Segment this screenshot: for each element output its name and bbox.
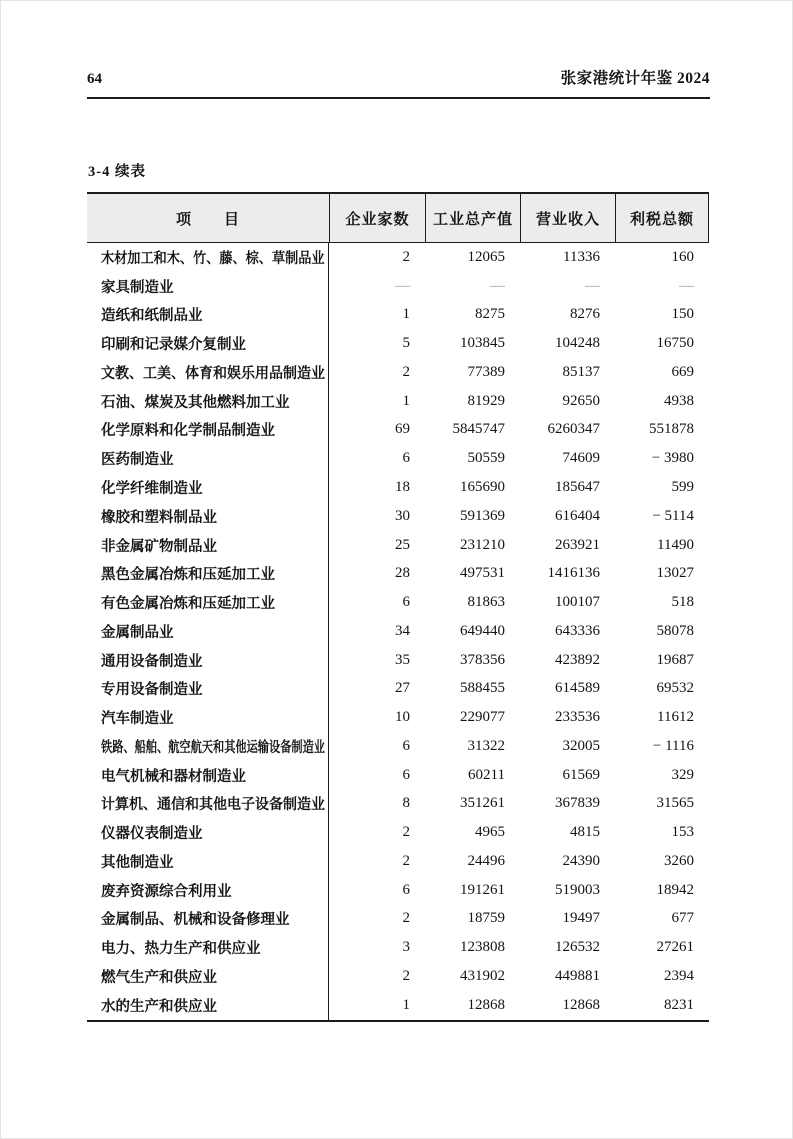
row-label-cell [87,703,329,732]
revenue-cell: 32005 [562,737,600,754]
enterprise-count-cell: 6 [402,450,410,467]
revenue-cell: 233536 [555,709,600,726]
enterprise-count-cell: 6 [402,881,410,898]
gross-output-cell: 12868 [467,996,505,1013]
gross-output-cell: 60211 [468,766,505,783]
table-row [87,301,709,330]
row-label-cell [87,416,329,445]
table-row [87,818,709,847]
gross-output-cell: 588455 [460,680,505,697]
revenue-cell: 1416136 [547,565,600,582]
revenue-cell: 519003 [555,881,600,898]
row-label-cell [87,473,329,502]
revenue-cell: 643336 [555,622,600,639]
enterprise-count-cell: 18 [395,479,410,495]
row-label: 金属制品、机械和设备修理业 [101,912,290,929]
revenue-cell: 100107 [555,594,600,611]
profit-tax-cell: 58078 [656,622,694,639]
enterprise-count-cell: 6 [402,594,410,611]
gross-output-cell: 81863 [467,594,505,611]
row-label-cell [87,531,329,560]
revenue-cell: 61569 [562,766,600,783]
profit-tax-cell: 329 [671,766,694,783]
gross-output-cell: 123808 [460,939,505,956]
row-label: 仪器仪表制造业 [101,826,203,843]
gross-output-cell: 8275 [475,306,505,323]
table-row [87,876,709,905]
row-label: 专用设备制造业 [101,682,203,699]
table-caption: 3-4 续表 [88,164,146,180]
gross-output-cell: 103845 [460,335,505,352]
table-row [87,732,709,761]
table-row [87,646,709,675]
row-label: 其他制造业 [101,854,174,871]
enterprise-count-cell: 5 [402,335,410,352]
revenue-cell: 92650 [562,392,600,409]
enterprise-count-cell: 2 [402,968,410,985]
row-label-cell [87,358,329,387]
row-label-cell [87,272,329,301]
gross-output-cell: 497531 [460,565,505,582]
row-label-cell [87,732,329,761]
gross-output-cell: 229077 [460,709,505,726]
table-row [87,703,709,732]
row-label: 汽车制造业 [101,711,174,728]
profit-tax-cell: 13027 [656,565,694,582]
enterprise-count-cell: 2 [402,824,410,841]
profit-tax-cell: 27261 [656,939,694,956]
profit-tax-cell: 160 [671,248,694,265]
row-label: 造纸和纸制品业 [101,308,203,325]
enterprise-count-cell: 69 [395,421,410,438]
table-row [87,790,709,819]
gross-output-cell: 24496 [467,852,505,869]
revenue-cell: 263921 [555,536,600,553]
row-label-cell [87,502,329,531]
row-label: 废弃资源综合利用业 [101,883,232,900]
profit-tax-cell: 69532 [656,680,694,697]
row-label: 橡胶和塑料制品业 [101,509,217,526]
table-header-row [87,192,709,243]
gross-output-cell: 12065 [467,248,505,265]
revenue-cell: 367839 [555,795,600,812]
table-row [87,962,709,991]
table-row [87,991,709,1020]
gross-output-cell: 591369 [460,507,505,524]
enterprise-count-cell: 1 [402,392,410,409]
table-row [87,329,709,358]
table-row [87,531,709,560]
table-row [87,847,709,876]
enterprise-count-cell: 1 [402,996,410,1013]
enterprise-count-cell: 8 [402,795,410,812]
row-label: 非金属矿物制品业 [101,538,217,555]
profit-tax-cell: − 1116 [652,737,694,754]
gross-output-cell: 165690 [460,479,505,495]
row-label: 有色金属冶炼和压延加工业 [101,596,275,613]
profit-tax-cell: 3260 [664,852,694,869]
row-label: 金属制品业 [101,624,174,641]
profit-tax-cell: − 5114 [652,507,694,524]
enterprise-count-cell: 1 [402,306,410,323]
revenue-cell: 12868 [562,996,600,1013]
column-header-gross-output: 工业总产值 [425,194,520,242]
yearbook-title: 张家港统计年鉴 2024 [560,70,710,87]
row-label: 铁路、船舶、航空航天和其他运输设备制造业 [101,739,325,756]
profit-tax-cell: 11612 [657,709,694,726]
enterprise-count-cell: 6 [402,737,410,754]
enterprise-count-cell: 2 [402,852,410,869]
revenue-cell: 185647 [555,479,600,495]
row-label-cell [87,674,329,703]
revenue-cell: 8276 [570,306,600,323]
profit-tax-cell: 18942 [656,881,694,898]
enterprise-count-cell: 34 [395,622,410,639]
revenue-cell: 616404 [555,507,600,524]
profit-tax-cell: 677 [671,910,694,927]
row-label-cell [87,329,329,358]
enterprise-count-cell: 28 [395,565,410,582]
row-label-cell [87,761,329,790]
revenue-cell: 126532 [555,939,600,956]
page-number: 64 [87,71,102,87]
row-label: 木材加工和木、竹、藤、棕、草制品业 [101,250,325,267]
table-row [87,473,709,502]
row-label: 电气机械和器材制造业 [101,768,246,785]
table-row [87,243,709,272]
gross-output-cell: 5845747 [452,421,505,438]
table-row [87,674,709,703]
profit-tax-cell: 150 [671,306,694,323]
table-row [87,933,709,962]
row-label: 石油、煤炭及其他燃料加工业 [101,394,290,411]
row-label: 文教、工美、体育和娱乐用品制造业 [101,365,325,382]
enterprise-count-cell: 30 [395,507,410,524]
row-label: 计算机、通信和其他电子设备制造业 [101,797,325,814]
gross-output-cell: — [490,277,505,294]
gross-output-cell: 81929 [467,392,505,409]
gross-output-cell: 378356 [460,651,505,668]
revenue-cell: 11336 [563,248,600,265]
revenue-cell: — [585,277,600,294]
gross-output-cell: 351261 [460,795,505,812]
table-row [87,617,709,646]
table-row [87,905,709,934]
row-label: 通用设备制造业 [101,653,203,670]
row-label: 化学纤维制造业 [101,481,203,497]
row-label: 印刷和记录媒介复制业 [101,337,246,354]
row-label-cell [87,962,329,991]
profit-tax-cell: − 3980 [651,450,694,467]
row-label: 燃气生产和供应业 [101,970,217,987]
enterprise-count-cell: 2 [402,248,410,265]
row-label: 化学原料和化学制品制造业 [101,423,275,440]
row-label-cell [87,243,329,272]
row-label-cell [87,933,329,962]
row-label-cell [87,876,329,905]
revenue-cell: 24390 [562,852,600,869]
row-label: 电力、热力生产和供应业 [101,941,261,958]
enterprise-count-cell: 2 [402,363,410,380]
profit-tax-cell: 153 [671,824,694,841]
row-label-cell [87,387,329,416]
profit-tax-cell: 518 [671,594,694,611]
table-row [87,761,709,790]
revenue-cell: 19497 [562,910,600,927]
enterprise-count-cell: 3 [402,939,410,956]
revenue-cell: 423892 [555,651,600,668]
profit-tax-cell: 16750 [656,335,694,352]
gross-output-cell: 191261 [460,881,505,898]
profit-tax-cell: 2394 [664,968,694,985]
row-label-cell [87,790,329,819]
enterprise-count-cell: 27 [395,680,410,697]
revenue-cell: 74609 [562,450,600,467]
enterprise-count-cell: — [395,277,410,294]
table-row [87,444,709,473]
column-header-enterprise-count: 企业家数 [329,194,425,242]
table-body [87,243,709,1022]
enterprise-count-cell: 25 [395,536,410,553]
row-label-cell [87,301,329,330]
row-label-cell [87,646,329,675]
profit-tax-cell: 11490 [657,536,694,553]
gross-output-cell: 431902 [460,968,505,985]
row-label-cell [87,847,329,876]
row-label-cell [87,444,329,473]
row-label: 家具制造业 [101,279,174,296]
profit-tax-cell: 4938 [664,392,694,409]
gross-output-cell: 18759 [467,910,505,927]
column-header-profit-tax: 利税总额 [615,194,709,242]
gross-output-cell: 231210 [460,536,505,553]
row-label: 水的生产和供应业 [101,998,217,1015]
enterprise-count-cell: 6 [402,766,410,783]
row-label: 黑色金属冶炼和压延加工业 [101,567,275,584]
revenue-cell: 4815 [570,824,600,841]
profit-tax-cell: 599 [671,479,694,495]
gross-output-cell: 649440 [460,622,505,639]
gross-output-cell: 50559 [467,450,505,467]
table-row [87,416,709,445]
table-row [87,559,709,588]
enterprise-count-cell: 2 [402,910,410,927]
revenue-cell: 104248 [555,335,600,352]
revenue-cell: 449881 [555,968,600,985]
profit-tax-cell: — [679,277,694,294]
row-label-cell [87,818,329,847]
column-header-item: 项 目 [175,211,240,228]
statistics-table [87,192,709,1022]
table-row [87,588,709,617]
enterprise-count-cell: 35 [395,651,410,668]
profit-tax-cell: 551878 [649,421,694,438]
column-header-revenue: 营业收入 [520,194,615,242]
revenue-cell: 6260347 [547,421,600,438]
profit-tax-cell: 31565 [656,795,694,812]
profit-tax-cell: 8231 [664,996,694,1013]
row-label-cell [87,905,329,934]
revenue-cell: 85137 [562,363,600,380]
table-row [87,502,709,531]
row-label-cell [87,588,329,617]
enterprise-count-cell: 10 [395,709,410,726]
table-row [87,387,709,416]
table-row [87,358,709,387]
table-row [87,272,709,301]
profit-tax-cell: 19687 [656,651,694,668]
running-head [87,66,710,99]
row-label-cell [87,559,329,588]
row-label: 医药制造业 [101,452,174,469]
row-label-cell [87,617,329,646]
profit-tax-cell: 669 [671,363,694,380]
gross-output-cell: 77389 [467,363,505,380]
row-label-cell [87,991,329,1020]
gross-output-cell: 31322 [467,737,505,754]
gross-output-cell: 4965 [475,824,505,841]
revenue-cell: 614589 [555,680,600,697]
